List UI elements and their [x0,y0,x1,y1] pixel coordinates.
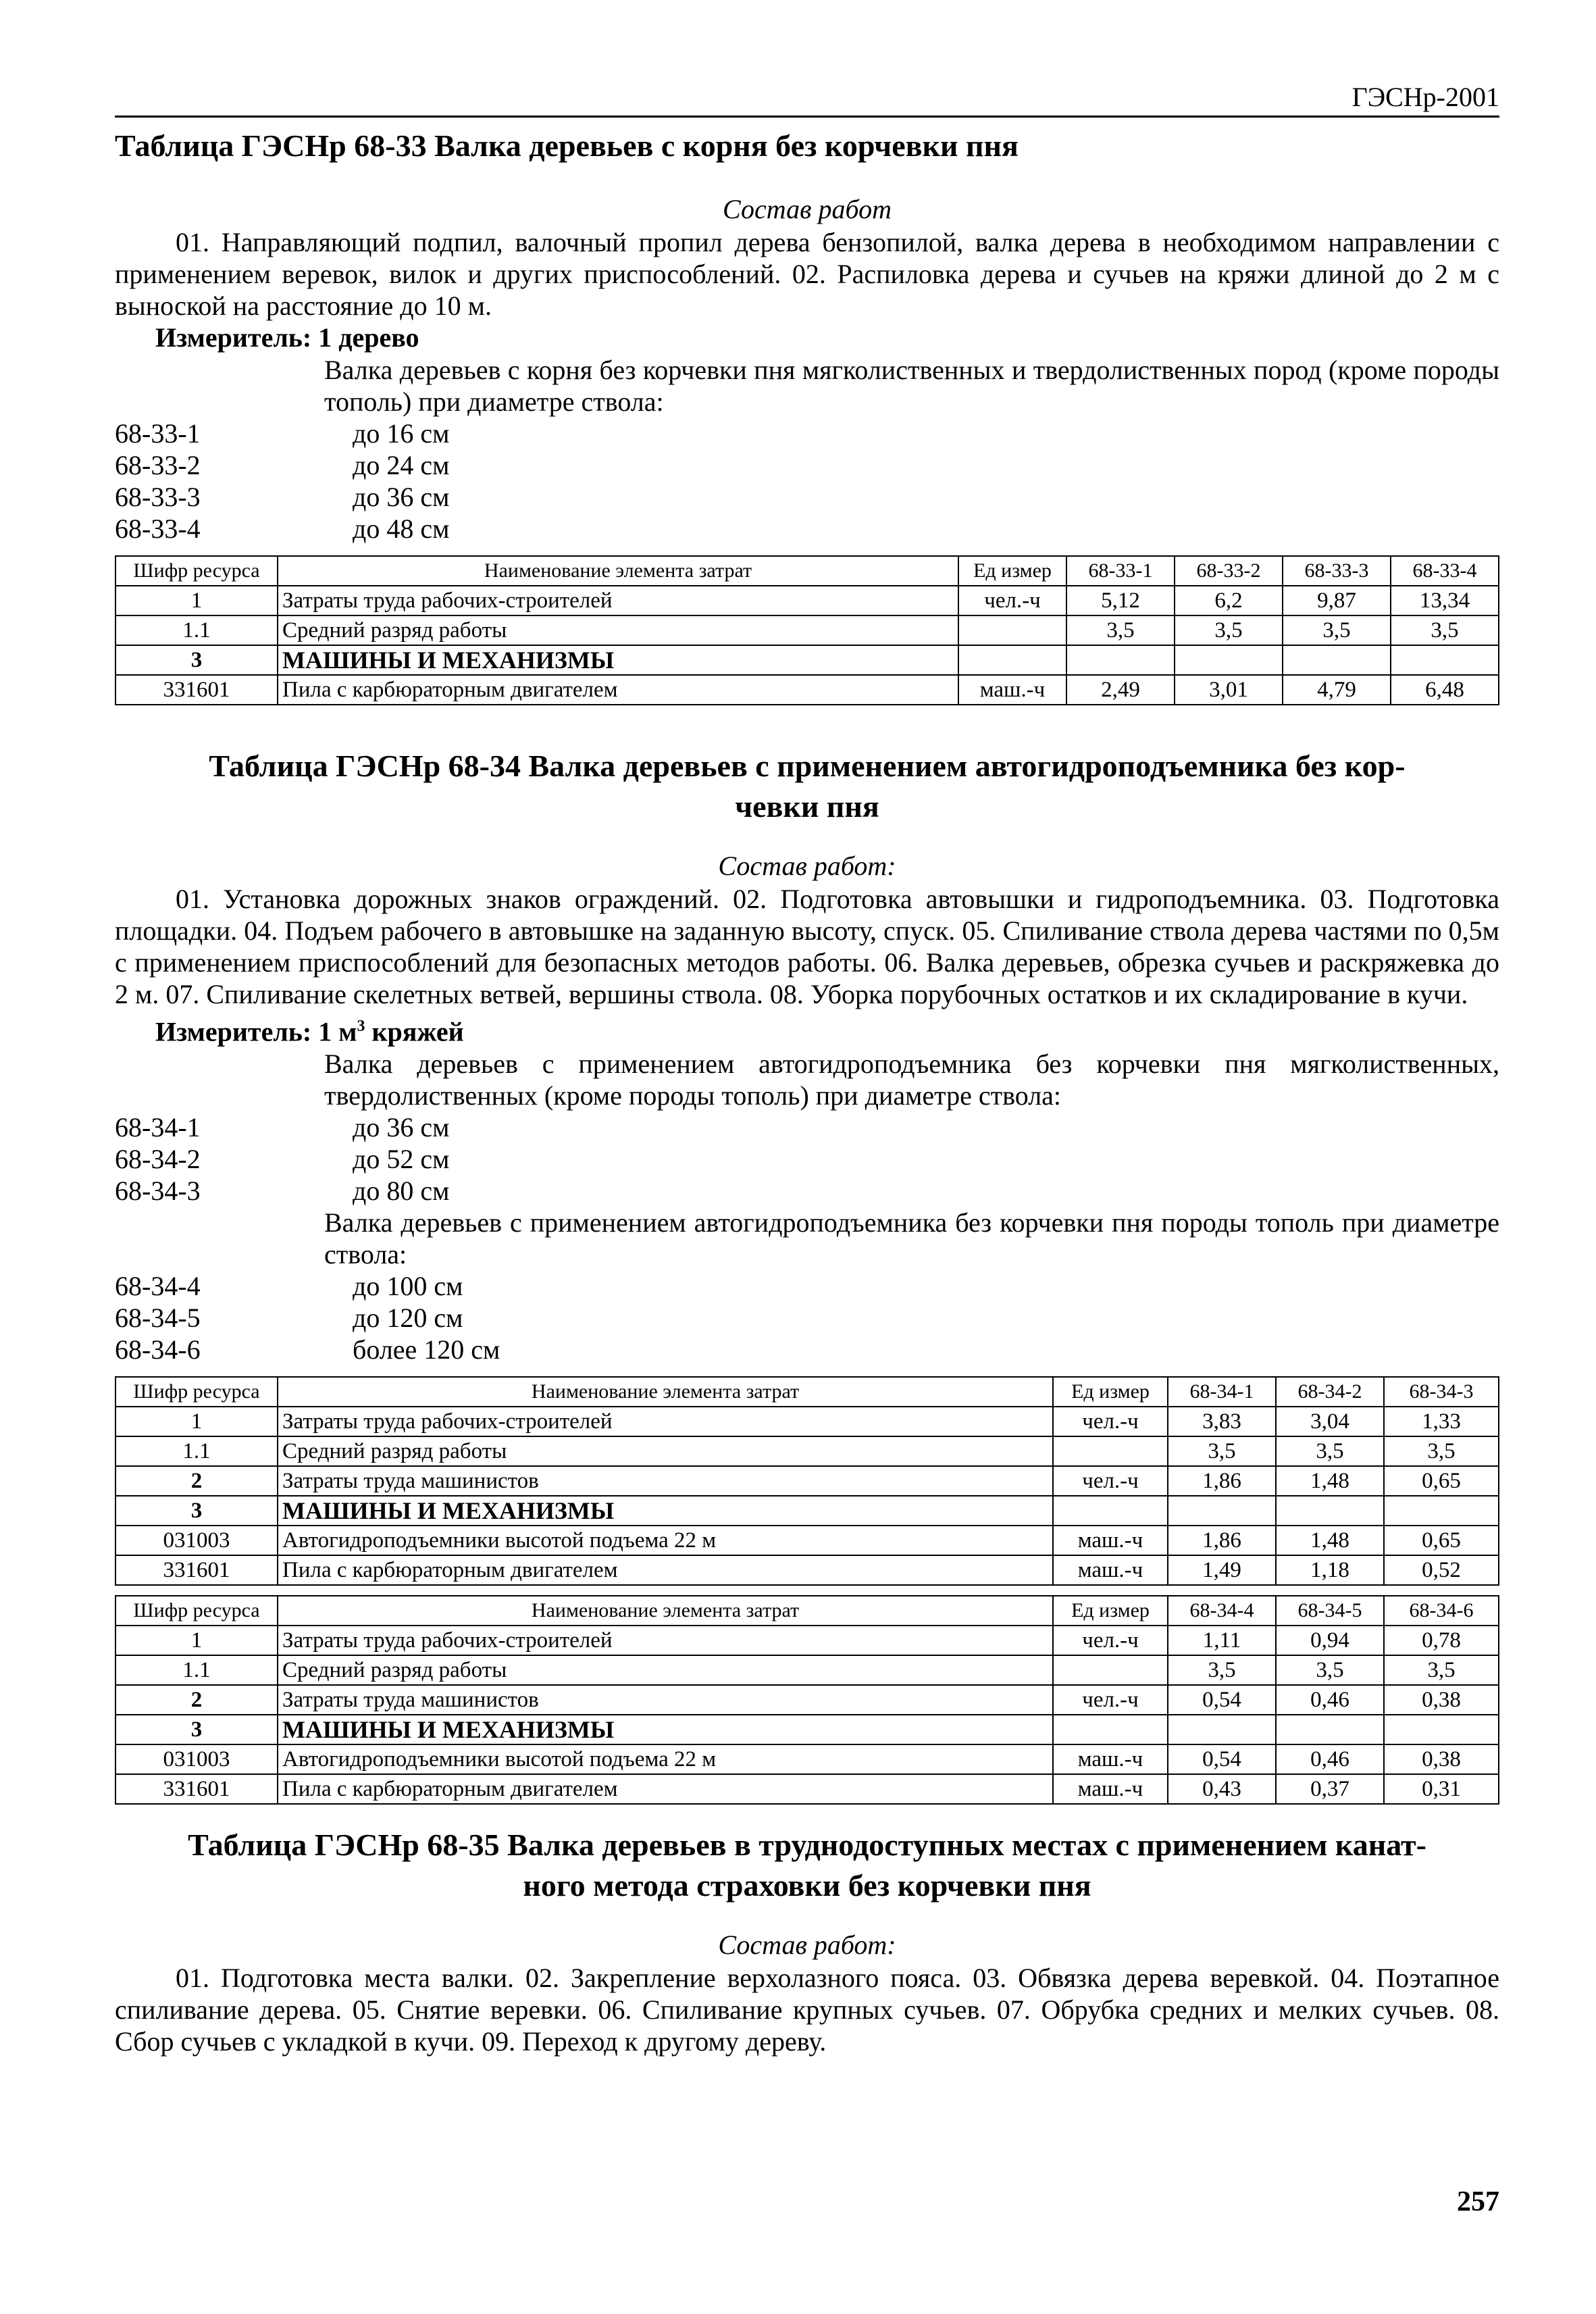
table-cell: 1,48 [1276,1526,1384,1555]
measure-exponent: 3 [357,1017,365,1035]
measure-value: 1 м [318,1016,357,1047]
section-title-line-2: ного метода страховки без корчевки пня [523,1868,1091,1903]
column-header: Наименование элемента затрат [278,1596,1053,1626]
table-cell: МАШИНЫ И МЕХАНИЗМЫ [278,1715,1053,1744]
table-cell: 3,5 [1168,1436,1276,1466]
table-cell: 3,5 [1066,615,1175,645]
table-cell: 1 [115,1407,278,1436]
table-row [115,1744,1499,1774]
section-title-line-1: Таблица ГЭСНр 68-35 Валка деревьев в труднодоступных местах с применением канат- [188,1828,1426,1863]
table-row [115,1715,1499,1744]
column-header: 68-34-6 [1384,1596,1499,1626]
table-row [115,645,1499,675]
table-cell [1283,645,1391,675]
column-header: Наименование элемента затрат [278,556,958,586]
section-68-34 [115,746,1499,1805]
table-cell: Средний разряд работы [278,1436,1053,1466]
table-cell [1053,1715,1168,1744]
column-header: 68-33-3 [1283,556,1391,586]
column-header: Ед измер [1053,1377,1168,1407]
table-cell [1053,1436,1168,1466]
item-code: 68-33-1 [115,418,201,449]
table-cell: 0,37 [1276,1774,1384,1804]
table-cell: 3 [115,1496,278,1526]
table-cell: маш.-ч [1053,1555,1168,1585]
table-cell [1053,1655,1168,1685]
table-cell: маш.-ч [1053,1774,1168,1804]
item-text: до 80 см [353,1176,450,1207]
list-item [115,418,1499,449]
column-header: 68-34-1 [1168,1377,1276,1407]
table-cell: 1.1 [115,615,278,645]
table-cell: 331601 [115,1774,278,1804]
table-row [115,615,1499,645]
table-row [115,1496,1499,1526]
table-cell [1168,1496,1276,1526]
table-cell: Затраты труда рабочих-строителей [278,1407,1053,1436]
table-cell [1384,1496,1499,1526]
section-title-line-2: чевки пня [735,789,879,824]
table-cell [1384,1715,1499,1744]
column-header: Ед измер [1053,1596,1168,1626]
measure-suffix: кряжей [365,1016,464,1047]
table-cell: 5,12 [1066,586,1175,615]
work-composition-label: Состав работ [723,194,892,224]
table-cell: 3,5 [1276,1655,1384,1685]
table-header-row [115,1596,1499,1626]
table-cell: Автогидроподъемники высотой подъема 22 м [278,1744,1053,1774]
list-item [115,1270,1499,1302]
table-cell: 3,5 [1175,615,1283,645]
item-text: до 16 см [353,418,450,449]
work-composition-text: 01. Направляющий подпил, валочный пропил дерева бензопилой, валка дерева в необходимом направлении с применением веревок, вилок и других приспособлений. 02. Распиловка дерева и сучьев на кряжи длиной до 2 м с выноской на расстояние до 10 м. [115,227,1499,321]
column-header: Шифр ресурса [115,1596,278,1626]
table-row [115,1555,1499,1585]
table-cell: 0,46 [1276,1685,1384,1715]
section-68-33 [115,126,1499,705]
table-cell: 3,83 [1168,1407,1276,1436]
table-cell: 3,04 [1276,1407,1384,1436]
table-cell: 1,18 [1276,1555,1384,1585]
table-cell: Затраты труда машинистов [278,1685,1053,1715]
table-header-row [115,556,1499,586]
table-cell: 0,65 [1384,1466,1499,1496]
table-cell: 3,5 [1276,1436,1384,1466]
table-cell [1276,1496,1384,1526]
section-title-line-1: Таблица ГЭСНр 68-34 Валка деревьев с применением автогидроподъемника без кор- [209,749,1406,783]
section-title: Таблица ГЭСНр 68-33 Валка деревьев с корня без корчевки пня [115,128,1019,163]
table-cell: чел.-ч [1053,1466,1168,1496]
table-row [115,1774,1499,1804]
table-cell: Автогидроподъемники высотой подъема 22 м [278,1526,1053,1555]
table-cell: 1,11 [1168,1626,1276,1655]
table-cell: Средний разряд работы [278,1655,1053,1685]
resource-table [115,1376,1499,1586]
table-cell [958,645,1066,675]
table-cell [1276,1715,1384,1744]
measure-label: Измеритель: [155,322,312,353]
item-text: до 48 см [353,513,450,544]
table-row [115,675,1499,705]
table-row [115,586,1499,615]
table-cell: маш.-ч [1053,1744,1168,1774]
page-number: 257 [1457,2186,1499,2217]
table-cell: 1,86 [1168,1526,1276,1555]
table-cell: 0,43 [1168,1774,1276,1804]
table-cell: 1.1 [115,1655,278,1685]
table-cell: маш.-ч [1053,1526,1168,1555]
table-cell: Затраты труда рабочих-строителей [278,586,958,615]
table-cell: 331601 [115,1555,278,1585]
table-cell: 2 [115,1466,278,1496]
column-header: 68-34-5 [1276,1596,1384,1626]
table-cell: 1,33 [1384,1407,1499,1436]
table-cell: 6,2 [1175,586,1283,615]
table-cell: 1.1 [115,1436,278,1466]
table-cell: МАШИНЫ И МЕХАНИЗМЫ [278,645,958,675]
table-cell: 3,01 [1175,675,1283,705]
list-item [115,1175,1499,1207]
list-item [115,481,1499,513]
table-cell [1066,645,1175,675]
table-cell: маш.-ч [958,675,1066,705]
item-code: 68-34-1 [115,1112,201,1143]
item-text: более 120 см [353,1334,500,1365]
table-cell: 0,31 [1384,1774,1499,1804]
table-cell: 1 [115,586,278,615]
table-cell: 0,54 [1168,1744,1276,1774]
table-cell: 1,86 [1168,1466,1276,1496]
table-cell: 0,65 [1384,1526,1499,1555]
table-cell: чел.-ч [1053,1407,1168,1436]
table-header-row [115,1377,1499,1407]
item-code: 68-34-4 [115,1271,201,1302]
table-cell: 0,94 [1276,1626,1384,1655]
item-code: 68-34-6 [115,1334,201,1365]
table-cell: 3,5 [1391,615,1499,645]
table-cell: Пила с карбюраторным двигателем [278,1774,1053,1804]
column-header: 68-34-3 [1384,1377,1499,1407]
table-cell: Затраты труда машинистов [278,1466,1053,1496]
table-cell [1168,1715,1276,1744]
column-header: 68-33-2 [1175,556,1283,586]
table-cell: 0,52 [1384,1555,1499,1585]
list-item [115,1143,1499,1175]
list-item [115,513,1499,545]
table-cell: Средний разряд работы [278,615,958,645]
item-code: 68-33-2 [115,450,201,480]
table-row [115,1407,1499,1436]
item-text: до 24 см [353,450,450,480]
table-row [115,1685,1499,1715]
item-text: до 36 см [353,1112,450,1143]
item-text: до 36 см [353,482,450,512]
table-row [115,1655,1499,1685]
work-composition-label: Состав работ: [718,851,896,881]
group-description: Валка деревьев с корня без корчевки пня мягколиственных и твердолиственных пород (кроме породы тополь) при диаметре ствола: [324,355,1499,417]
table-cell: Затраты труда рабочих-строителей [278,1626,1053,1655]
resource-table [115,1595,1499,1805]
table-cell: чел.-ч [1053,1626,1168,1655]
table-cell: 331601 [115,675,278,705]
table-cell: Пила с карбюраторным двигателем [278,675,958,705]
table-cell: МАШИНЫ И МЕХАНИЗМЫ [278,1496,1053,1526]
table-cell: 3,5 [1168,1655,1276,1685]
item-text: до 120 см [353,1303,463,1334]
column-header: Наименование элемента затрат [278,1377,1053,1407]
column-header: Ед измер [958,556,1066,586]
running-header [115,81,1499,118]
table-cell: 13,34 [1391,586,1499,615]
column-header: Шифр ресурса [115,556,278,586]
measure-line [155,322,1499,354]
list-item [115,1334,1499,1365]
measure-value: 1 дерево [318,322,419,353]
column-header: 68-34-2 [1276,1377,1384,1407]
section-68-35 [115,1825,1499,2057]
table-cell: 2,49 [1066,675,1175,705]
item-code: 68-34-3 [115,1176,201,1207]
table-cell: 0,78 [1384,1626,1499,1655]
table-cell: чел.-ч [1053,1685,1168,1715]
table-row [115,1626,1499,1655]
table-cell [1391,645,1499,675]
item-code: 68-34-2 [115,1144,201,1175]
list-item [115,1302,1499,1334]
table-cell [1053,1496,1168,1526]
table-cell: 0,38 [1384,1685,1499,1715]
work-composition-text: 01. Подготовка места валки. 02. Закрепление верхолазного пояса. 03. Обвязка дерева веревкой. 04. Поэтапное спиливание дерева. 05. Снятие веревки. 06. Спиливание крупных сучьев. 07. Обрубка средних и мелких сучьев. 08. Сбор сучьев с укладкой в кучи. 09. Переход к другому дереву. [115,1963,1499,2057]
item-text: до 100 см [353,1271,463,1302]
table-row [115,1526,1499,1555]
item-code: 68-33-3 [115,482,201,512]
column-header: 68-33-4 [1391,556,1499,586]
table-cell: Пила с карбюраторным двигателем [278,1555,1053,1585]
table-cell [1175,645,1283,675]
document-page [115,81,1499,2057]
work-composition-label: Состав работ: [718,1930,896,1961]
table-cell: 3 [115,645,278,675]
table-cell [958,615,1066,645]
group-description: Валка деревьев с применением автогидроподъемника без корчевки пня мягколиственных, твердолиственных (кроме породы тополь) при диаметре ствола: [324,1049,1499,1111]
table-row [115,1466,1499,1496]
table-cell: 031003 [115,1744,278,1774]
table-cell: 1,49 [1168,1555,1276,1585]
table-cell: 3,5 [1384,1436,1499,1466]
item-code: 68-33-4 [115,513,201,544]
column-header: Шифр ресурса [115,1377,278,1407]
item-text: до 52 см [353,1144,450,1175]
work-composition-text: 01. Установка дорожных знаков ограждений. 02. Подготовка автовышки и гидроподъемника. 03. Подготовка площадки. 04. Подъем рабочего в автовышке на заданную высоту, спуск. 05. Спиливание ствола дерева частями по 0,5м с применением приспособлений для безопасных методов работы. 06. Валка деревьев, обрезка сучьев и раскряжевка до 2 м. 07. Спиливание скелетных ветвей, вершины ствола. 08. Уборка порубочных остатков и их складирование в кучи. [115,884,1499,1009]
group-description: Валка деревьев с применением автогидроподъемника без корчевки пня породы тополь при диаметре ствола: [324,1207,1499,1270]
table-cell: 1 [115,1626,278,1655]
table-cell: 1,48 [1276,1466,1384,1496]
list-item [115,1111,1499,1143]
measure-line [155,1010,1499,1048]
table-cell: 9,87 [1283,586,1391,615]
table-cell: 031003 [115,1526,278,1555]
list-item [115,449,1499,481]
item-code: 68-34-5 [115,1303,201,1334]
table-row [115,1436,1499,1466]
table-cell: 6,48 [1391,675,1499,705]
table-cell: 3,5 [1283,615,1391,645]
column-header: 68-33-1 [1066,556,1175,586]
table-cell: 2 [115,1685,278,1715]
table-cell: 3,5 [1384,1655,1499,1685]
measure-label: Измеритель: [155,1016,312,1047]
table-cell: чел.-ч [958,586,1066,615]
table-cell: 0,38 [1384,1744,1499,1774]
column-header: 68-34-4 [1168,1596,1276,1626]
table-cell: 3 [115,1715,278,1744]
header-code: ГЭСНр-2001 [1352,82,1499,112]
table-cell: 0,54 [1168,1685,1276,1715]
resource-table [115,555,1499,705]
table-cell: 0,46 [1276,1744,1384,1774]
table-cell: 4,79 [1283,675,1391,705]
